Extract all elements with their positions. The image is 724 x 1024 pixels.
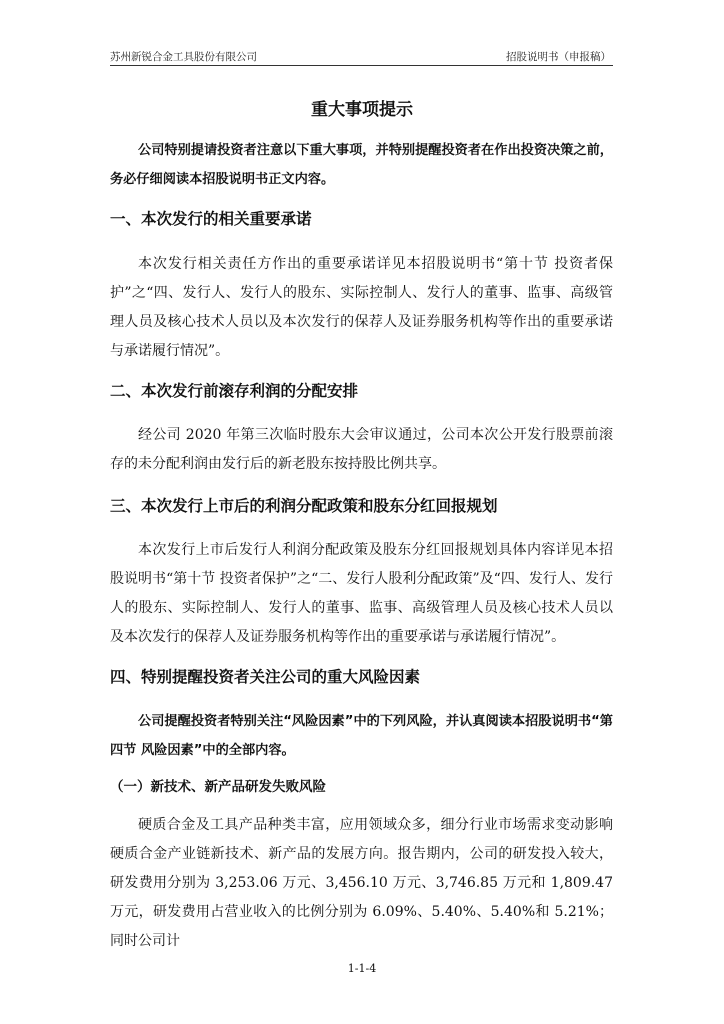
subsection-4-1-body: 硬质合金及工具产品种类丰富，应用领域众多，细分行业市场需求变动影响硬质合金产业链新技术、新产品的发展方向。报告期内，公司的研发投入较大，研发费用分别为 3,253.06 万元、3,456.10 万元、3,746.85 万元和 1,809.47 万元，研发费用占营业收入的比例分别为 6.09%、5.40%、5.40%和 5.21%；同时公司计 bbox=[110, 817, 613, 949]
section-1-body: 本次发行相关责任方作出的重要承诺详见本招股说明书“第十节 投资者保护”之“四、发行人、发行人的股东、实际控制人、发行人的董事、监事、高级管理人员及核心技术人员以及本次发行的保荐人及证券服务机构等作出的重要承诺与承诺履行情况”。 bbox=[110, 256, 613, 359]
section-3-heading: 三、本次发行上市后的利润分配政策和股东分红回报规划 bbox=[110, 497, 498, 515]
section-2-heading: 二、本次发行前滚存利润的分配安排 bbox=[110, 382, 359, 400]
subsection-4-1-heading: （一）新技术、新产品研发失败风险 bbox=[110, 779, 326, 795]
section-4-body: 公司提醒投资者特别关注“风险因素”中的下列风险，并认真阅读本招股说明书“第四节 风险因素”中的全部内容。 bbox=[110, 714, 613, 758]
header-company-name: 苏州新锐合金工具股份有限公司 bbox=[110, 51, 257, 63]
section-3-body: 本次发行上市后发行人利润分配政策及股东分红回报规划具体内容详见本招股说明书“第十节 投资者保护”之“二、发行人股利分配政策”及“四、发行人、发行人的股东、实际控制人、发行人的董事、监事、高级管理人员及核心技术人员以及本次发行的保荐人及证券服务机构等作出的重要承诺与承诺履行情况”。 bbox=[110, 542, 613, 645]
header-document-type: 招股说明书（申报稿） bbox=[506, 51, 611, 63]
section-2-body: 经公司 2020 年第三次临时股东大会审议通过，公司本次公开发行股票前滚存的未分配利润由发行后的新老股东按持股比例共享。 bbox=[110, 427, 613, 472]
intro-paragraph: 公司特别提请投资者注意以下重大事项，并特别提醒投资者在作出投资决策之前，务必仔细阅读本招股说明书正文内容。 bbox=[110, 143, 613, 187]
page-header bbox=[110, 49, 613, 66]
section-4-heading: 四、特别提醒投资者关注公司的重大风险因素 bbox=[110, 668, 421, 686]
page-title: 重大事项提示 bbox=[311, 100, 413, 120]
page-number: 1-1-4 bbox=[347, 962, 377, 975]
section-1-heading: 一、本次发行的相关重要承诺 bbox=[110, 210, 312, 228]
